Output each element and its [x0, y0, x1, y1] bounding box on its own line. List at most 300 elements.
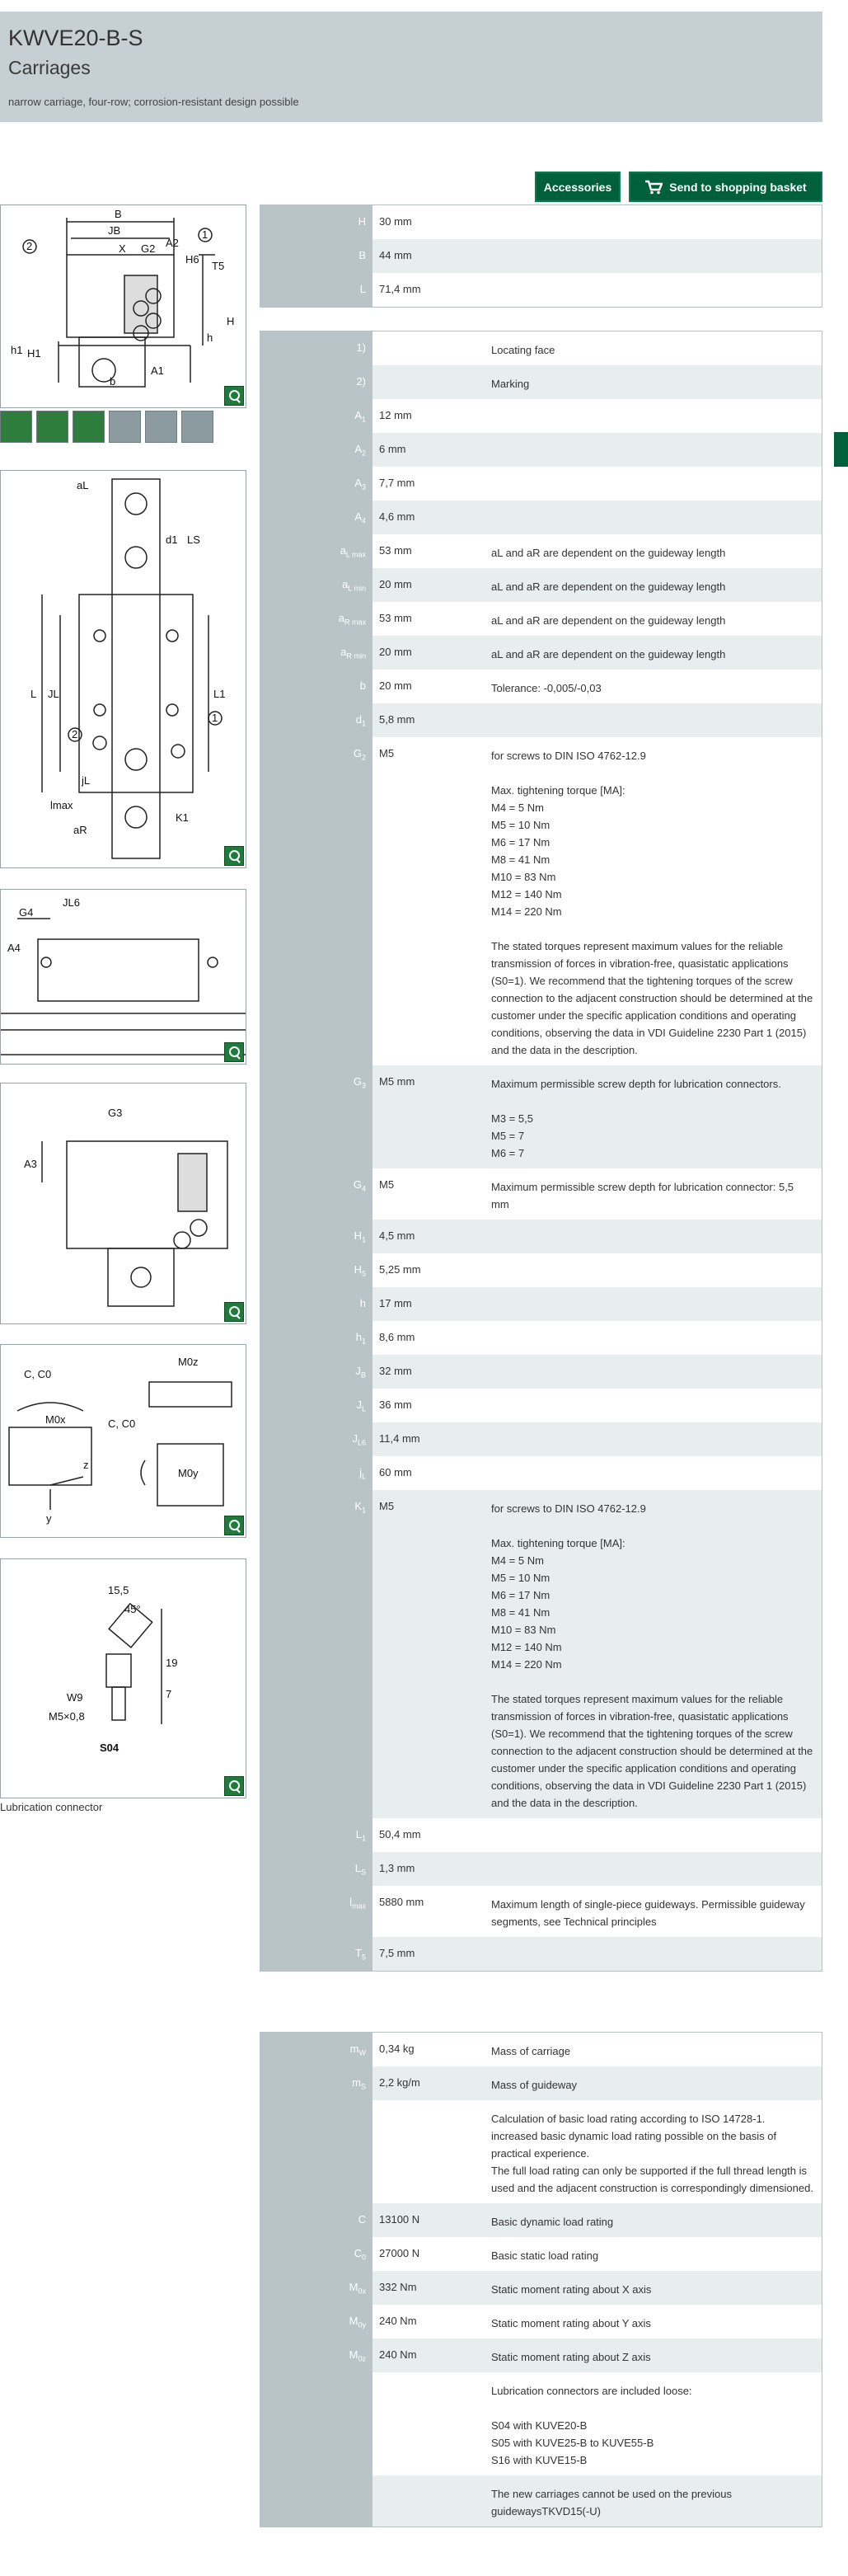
table-row	[260, 2203, 822, 2237]
row-note	[490, 205, 822, 239]
row-value: 71,4 mm	[379, 283, 421, 295]
row-value: 20 mm	[379, 679, 412, 692]
table-row	[260, 1355, 822, 1389]
symbol-subscript: 1	[361, 1235, 366, 1244]
callout-1: 1	[202, 228, 208, 241]
row-note: Locating face	[491, 344, 555, 356]
side-panel-tab[interactable]	[834, 432, 848, 467]
row-note	[490, 501, 822, 534]
row-note	[490, 467, 822, 501]
symbol-text: A	[354, 477, 362, 489]
row-note: for screws to DIN ISO 4762-12.9 Max. tightening torque [MA]: M4 = 5 Nm M5 = 10 Nm M6 = 17 Nm M8 = 41 Nm M10 = 83 Nm M12 = 140 Nm M14 = 220 Nm The stated torques represent maximum values for the reliable transmission of forces in vibration-free, quasistatic applications (S0=1). We recommend that the tightening torques of the screw connection to the adjacent construction should be determined at the customer under the specific application conditions and operating conditions, observing the data in VDI Guideline 2230 Part 1 (2015) and the data in the description.	[490, 1490, 822, 1818]
row-symbol	[260, 2372, 372, 2475]
accessories-button[interactable]	[535, 172, 621, 202]
row-note: Marking	[490, 365, 822, 399]
table-row	[260, 1389, 822, 1422]
row-symbol	[260, 534, 372, 568]
row-symbol	[260, 2305, 372, 2339]
symbol-text: 2)	[356, 375, 366, 388]
table-row	[260, 534, 822, 568]
drawing-load-directions[interactable]	[0, 1344, 246, 1538]
row-symbol	[260, 467, 372, 501]
symbol-text: h	[359, 1297, 366, 1309]
symbol-text: A	[354, 510, 362, 523]
symbol-text: K	[354, 1500, 362, 1512]
drawing-front-view[interactable]	[0, 204, 246, 408]
axis-label-z: z	[83, 1459, 89, 1471]
table-row	[260, 2372, 822, 2475]
dim-label-Ls: LS	[187, 534, 200, 546]
row-value	[372, 2100, 490, 2203]
row-value: 5,8 mm	[372, 703, 490, 737]
row-note: Static moment rating about Z axis	[490, 2339, 822, 2372]
row-symbol	[260, 568, 372, 602]
row-value: 4,5 mm	[372, 1220, 490, 1253]
row-note: Basic static load rating	[491, 2249, 599, 2262]
row-value: 12 mm	[379, 409, 412, 421]
row-note	[490, 1422, 822, 1456]
table-row	[260, 2033, 822, 2066]
dim-label-aR: aR	[73, 824, 87, 836]
dim-label-m5: M5×0,8	[49, 1710, 85, 1723]
row-value: 30 mm	[379, 215, 412, 228]
row-note: Calculation of basic load rating according to ISO 14728-1. increased basic dynamic load rating possible on the basis of practical experience. The full load rating can only be supported if the full thread length is used and the adjacent construction is correspondingly dimensioned.	[491, 2113, 813, 2194]
lift-off-load-icon	[36, 411, 68, 443]
symbol-text: H	[358, 215, 366, 228]
connector-label-s04: S04	[100, 1742, 119, 1754]
row-note: Basic dynamic load rating	[490, 2203, 822, 2237]
row-value	[372, 331, 490, 365]
row-value: 1,3 mm	[372, 1852, 490, 1886]
row-value: 20 mm	[372, 636, 490, 670]
table-row	[260, 205, 822, 239]
symbol-text: h	[355, 1331, 362, 1343]
accessories-label: Accessories	[543, 180, 612, 194]
dim-label-K1: K1	[176, 811, 189, 824]
symbol-subscript: 2	[361, 753, 366, 762]
row-symbol	[260, 670, 372, 703]
symbol-text: J	[355, 1365, 361, 1377]
symbol-subscript: S	[360, 1868, 366, 1877]
table-row	[260, 1490, 822, 1818]
row-symbol	[260, 1220, 372, 1253]
product-title: KWVE20-B-S	[8, 26, 143, 50]
table-row	[260, 1818, 822, 1852]
row-note	[490, 1852, 822, 1886]
dim-label-A1: A1	[151, 364, 164, 377]
side-view-drawing	[1, 890, 246, 1065]
row-value: 60 mm	[379, 1466, 412, 1478]
symbol-text: G	[353, 1178, 362, 1191]
table-row	[260, 2475, 822, 2527]
row-symbol	[260, 1253, 372, 1287]
temperature-icon	[145, 411, 177, 443]
symbol-subscript: 1	[361, 1506, 366, 1515]
symbol-text: m	[352, 2076, 361, 2089]
dim-label-H1: H1	[27, 347, 41, 360]
table-row	[260, 602, 822, 636]
symbol-text: a	[342, 578, 349, 590]
dim-label-h1: h1	[11, 344, 23, 356]
table-row	[260, 1065, 822, 1168]
dim-label-h: h	[207, 331, 213, 344]
row-note	[490, 1220, 822, 1253]
row-symbol	[260, 331, 372, 365]
symbol-text: j	[359, 1466, 362, 1478]
row-symbol	[260, 1456, 372, 1490]
row-symbol	[260, 365, 372, 399]
symbol-subscript: 1	[361, 415, 366, 424]
row-note	[490, 1355, 822, 1389]
drawing-section-view[interactable]	[0, 1083, 246, 1324]
table-row	[260, 2271, 822, 2305]
dim-label-15-5: 15,5	[108, 1584, 129, 1596]
symbol-subscript: W	[358, 2048, 366, 2057]
table-row	[260, 2237, 822, 2271]
row-note	[490, 1287, 822, 1321]
row-value: M5 mm	[372, 1065, 490, 1168]
row-note	[490, 1818, 822, 1852]
row-note	[490, 399, 822, 433]
symbol-subscript: 5	[361, 1953, 366, 1962]
row-symbol	[260, 2271, 372, 2305]
row-note: Maximum permissible screw depth for lubrication connector: 5,5 mm	[491, 1181, 794, 1210]
table-row	[260, 1321, 822, 1355]
load-label-m0z: M0z	[178, 1356, 199, 1368]
table-row	[260, 1456, 822, 1490]
radial-load-icon	[0, 411, 32, 443]
dimensions-table	[260, 331, 822, 1972]
row-value: 36 mm	[379, 1398, 412, 1411]
drawing-side-view[interactable]	[0, 889, 246, 1065]
row-symbol	[260, 2475, 372, 2527]
row-value	[372, 2372, 490, 2475]
table-row	[260, 568, 822, 602]
row-note	[490, 1456, 822, 1490]
symbol-text: M	[349, 2315, 358, 2327]
dim-label-45deg: 45°	[124, 1603, 141, 1615]
table-row	[260, 1220, 822, 1253]
symbol-text: a	[340, 544, 346, 557]
symbol-subscript: L6	[357, 1438, 366, 1447]
zoom-icon[interactable]	[224, 386, 244, 406]
row-symbol	[260, 239, 372, 273]
dim-label-19: 19	[166, 1657, 178, 1669]
row-value: M5	[372, 1490, 490, 1818]
symbol-subscript: L min	[348, 584, 366, 593]
row-note: Static moment rating about Y axis	[491, 2317, 651, 2329]
dim-label-lmax: lmax	[50, 799, 73, 811]
row-note: aL and aR are dependent on the guideway length	[490, 636, 822, 670]
symbol-text: 1)	[356, 341, 366, 354]
dim-label-H: H	[227, 315, 235, 327]
table-row	[260, 273, 822, 307]
row-note: Mass of guideway	[490, 2066, 822, 2100]
row-symbol	[260, 205, 372, 239]
product-subtitle: Carriages	[8, 57, 91, 78]
table-row	[260, 2339, 822, 2372]
product-header	[0, 12, 822, 122]
symbol-subscript: S	[360, 2082, 366, 2091]
row-note: for screws to DIN ISO 4762-12.9 Max. tightening torque [MA]: M4 = 5 Nm M5 = 10 Nm M6 = 17 Nm M8 = 41 Nm M10 = 83 Nm M12 = 140 Nm M14 = 220 Nm The stated torques represent maximum values for the reliable transmission of forces in vibration-free, quasistatic applications (S0=1). We recommend that the tightening torques of the screw connection to the adjacent construction should be determined at the customer under the specific application conditions and operating conditions, observing the data in VDI Guideline 2230 Part 1 (2015) and the data in the description.	[491, 750, 813, 1056]
table-row	[260, 1422, 822, 1456]
row-symbol	[260, 2100, 372, 2203]
dim-label-d1: d1	[166, 534, 178, 546]
row-value: 13100 N	[372, 2203, 490, 2237]
symbol-subscript: L	[361, 1404, 366, 1413]
symbol-text: L	[355, 1828, 362, 1840]
lubrication-connector-drawing	[1, 1559, 246, 1798]
dim-label-JL6: JL6	[63, 896, 80, 909]
row-symbol	[260, 1937, 372, 1971]
symbol-subscript: 4	[361, 1184, 366, 1193]
symbol-subscript: L	[361, 1472, 366, 1481]
symbol-text: L	[354, 1862, 361, 1874]
row-note: The new carriages cannot be used on the previous guidewaysTKVD15(-U)	[490, 2475, 822, 2527]
symbol-text: A	[354, 409, 362, 421]
row-symbol	[260, 1287, 372, 1321]
row-value: 8,6 mm	[379, 1331, 415, 1343]
row-value: 53 mm	[379, 612, 412, 624]
row-note: aL and aR are dependent on the guideway length	[491, 614, 726, 627]
row-value: 53 mm	[379, 544, 412, 557]
symbol-text: M	[349, 2348, 358, 2361]
table-row	[260, 467, 822, 501]
zoom-icon[interactable]	[224, 846, 244, 866]
row-value: 50,4 mm	[379, 1828, 421, 1840]
row-value: M5	[379, 747, 395, 759]
load-label-c-c0-b: C, C0	[108, 1417, 136, 1430]
row-value: 20 mm	[372, 568, 490, 602]
zoom-icon[interactable]	[224, 1776, 244, 1796]
dim-label-b: b	[110, 375, 116, 388]
row-value	[372, 365, 490, 399]
symbol-text: C	[354, 2247, 362, 2259]
row-value: 6 mm	[372, 433, 490, 467]
row-symbol	[260, 399, 372, 433]
row-note	[490, 239, 822, 273]
symbol-subscript: 1	[361, 719, 366, 728]
row-value: 240 Nm	[379, 2315, 417, 2327]
row-note: Tolerance: -0,005/-0,03	[491, 682, 602, 694]
drawing-lubrication-connector[interactable]	[0, 1558, 246, 1798]
dim-label-L1: L1	[213, 688, 226, 700]
row-value: 5,25 mm	[379, 1263, 421, 1276]
row-note	[490, 433, 822, 467]
row-note	[490, 1253, 822, 1287]
symbol-subscript: B	[360, 1370, 366, 1380]
table-row	[260, 365, 822, 399]
row-value: M5	[379, 1178, 395, 1191]
dim-label-G4: G4	[19, 906, 34, 919]
symbol-subscript: 0	[361, 2253, 366, 2262]
dim-label-L: L	[30, 688, 37, 700]
row-value: 5880 mm	[379, 1896, 424, 1908]
row-note: aL and aR are dependent on the guideway length	[490, 568, 822, 602]
row-symbol	[260, 2237, 372, 2271]
dim-label-A3: A3	[24, 1158, 37, 1170]
symbol-text: a	[338, 612, 344, 624]
row-value: 17 mm	[372, 1287, 490, 1321]
callout-1: 1	[212, 712, 218, 724]
table-row	[260, 2066, 822, 2100]
lubrication-icon	[181, 411, 213, 443]
table-row	[260, 703, 822, 737]
symbol-text: B	[358, 249, 366, 261]
symbol-text: A	[354, 443, 362, 455]
row-symbol	[260, 1321, 372, 1355]
zoom-icon[interactable]	[224, 1302, 244, 1322]
zoom-icon[interactable]	[224, 1042, 244, 1062]
dim-label-jL: jL	[82, 774, 91, 787]
row-note	[490, 273, 822, 307]
row-note: Static moment rating about X axis	[490, 2271, 822, 2305]
row-note: Lubrication connectors are included loose: S04 with KUVE20-B S05 with KUVE25-B to KUVE55-B S16 with KUVE15-B	[491, 2385, 692, 2466]
row-symbol	[260, 2203, 372, 2237]
table-row	[260, 2305, 822, 2339]
dim-label-w9: W9	[67, 1691, 83, 1704]
row-symbol	[260, 737, 372, 1065]
dim-label-G2: G2	[141, 242, 156, 255]
table-row	[260, 670, 822, 703]
symbol-text: H	[354, 1263, 362, 1276]
table-row	[260, 1287, 822, 1321]
symbol-subscript: 5	[361, 1269, 366, 1278]
feature-icon-row	[0, 411, 213, 443]
dim-label-7: 7	[166, 1688, 172, 1700]
send-to-basket-button[interactable]	[629, 172, 822, 202]
table-row	[260, 1253, 822, 1287]
drawing-top-view[interactable]	[0, 470, 246, 868]
row-value	[372, 2475, 490, 2527]
table-row	[260, 1937, 822, 1971]
load-label-m0x: M0x	[45, 1413, 66, 1426]
dim-label-X: X	[119, 242, 126, 255]
table-row	[260, 1886, 822, 1937]
load-ratings-table	[260, 2032, 822, 2527]
table-row	[260, 1852, 822, 1886]
symbol-text: d	[355, 713, 362, 726]
load-directions-drawing	[1, 1345, 246, 1538]
dim-label-A2: A2	[166, 237, 179, 249]
front-view-drawing	[1, 205, 246, 408]
dim-label-B: B	[115, 208, 122, 220]
row-value: 0,34 kg	[379, 2042, 415, 2055]
row-value: 11,4 mm	[372, 1422, 490, 1456]
dim-label-JL: JL	[48, 688, 59, 700]
symbol-subscript: 0x	[358, 2287, 366, 2296]
table-row	[260, 399, 822, 433]
symbol-text: J	[352, 1432, 358, 1445]
row-symbol	[260, 1389, 372, 1422]
symbol-subscript: R max	[344, 618, 366, 627]
symbol-subscript: 0z	[358, 2354, 366, 2363]
table-row	[260, 636, 822, 670]
row-note	[490, 1389, 822, 1422]
symbol-subscript: R min	[346, 651, 366, 660]
symbol-subscript: 3	[361, 482, 366, 491]
row-symbol	[260, 433, 372, 467]
row-symbol	[260, 703, 372, 737]
row-note	[490, 1937, 822, 1971]
row-symbol	[260, 1852, 372, 1886]
dim-label-JB: JB	[108, 224, 121, 237]
row-note: aL and aR are dependent on the guideway length	[491, 547, 726, 559]
table-row	[260, 2100, 822, 2203]
dim-label-aL: aL	[77, 479, 89, 491]
row-symbol	[260, 1818, 372, 1852]
symbol-subscript: 3	[361, 1081, 366, 1090]
main-dimensions-table	[260, 204, 822, 308]
symbol-text: G	[353, 1075, 362, 1088]
tilt-icon	[109, 411, 141, 443]
row-note	[490, 703, 822, 737]
dim-label-T5: T5	[212, 260, 225, 272]
lubrication-connector-caption: Lubrication connector	[0, 1801, 103, 1813]
axis-label-y: y	[46, 1512, 52, 1525]
symbol-subscript: 4	[361, 516, 366, 525]
symbol-text: T	[355, 1947, 362, 1959]
zoom-icon[interactable]	[224, 1516, 244, 1535]
row-value: 4,6 mm	[372, 501, 490, 534]
load-label-m0y: M0y	[178, 1467, 199, 1479]
symbol-subscript: L max	[345, 550, 366, 559]
table-row	[260, 331, 822, 365]
row-symbol	[260, 636, 372, 670]
symbol-text: L	[359, 283, 366, 295]
symbol-text: a	[340, 646, 347, 658]
basket-label: Send to shopping basket	[669, 180, 807, 194]
section-view-drawing	[1, 1084, 246, 1324]
row-note	[490, 1321, 822, 1355]
row-symbol	[260, 602, 372, 636]
row-value: 2,2 kg/m	[372, 2066, 490, 2100]
row-symbol	[260, 1168, 372, 1220]
symbol-subscript: max	[351, 1901, 366, 1911]
dim-label-G3: G3	[108, 1107, 123, 1119]
table-row	[260, 239, 822, 273]
row-value: 240 Nm	[372, 2339, 490, 2372]
callout-2: 2	[26, 240, 33, 252]
top-view-drawing	[1, 471, 246, 868]
symbol-text: m	[349, 2042, 359, 2055]
symbol-text: J	[356, 1398, 362, 1411]
shopping-cart-icon	[644, 180, 663, 195]
symbol-text: b	[359, 679, 366, 692]
row-symbol	[260, 1065, 372, 1168]
row-symbol	[260, 1355, 372, 1389]
table-row	[260, 433, 822, 467]
row-note: Maximum length of single-piece guideways. Permissible guideway segments, see Technical principles	[491, 1898, 805, 1928]
dim-label-H6: H6	[185, 253, 199, 266]
symbol-subscript: 2	[361, 449, 366, 458]
row-symbol	[260, 1422, 372, 1456]
row-note: Mass of carriage	[491, 2045, 571, 2057]
product-description: narrow carriage, four-row; corrosion-resistant design possible	[8, 96, 299, 108]
load-label-c-c0-a: C, C0	[24, 1368, 52, 1380]
table-row	[260, 501, 822, 534]
row-symbol	[260, 2066, 372, 2100]
row-symbol	[260, 1886, 372, 1937]
table-row	[260, 1168, 822, 1220]
row-value: 32 mm	[372, 1355, 490, 1389]
row-value: 7,7 mm	[379, 477, 415, 489]
row-symbol	[260, 1490, 372, 1818]
row-value: 7,5 mm	[372, 1937, 490, 1971]
row-symbol	[260, 501, 372, 534]
row-value: 44 mm	[372, 239, 490, 273]
row-symbol	[260, 2339, 372, 2372]
